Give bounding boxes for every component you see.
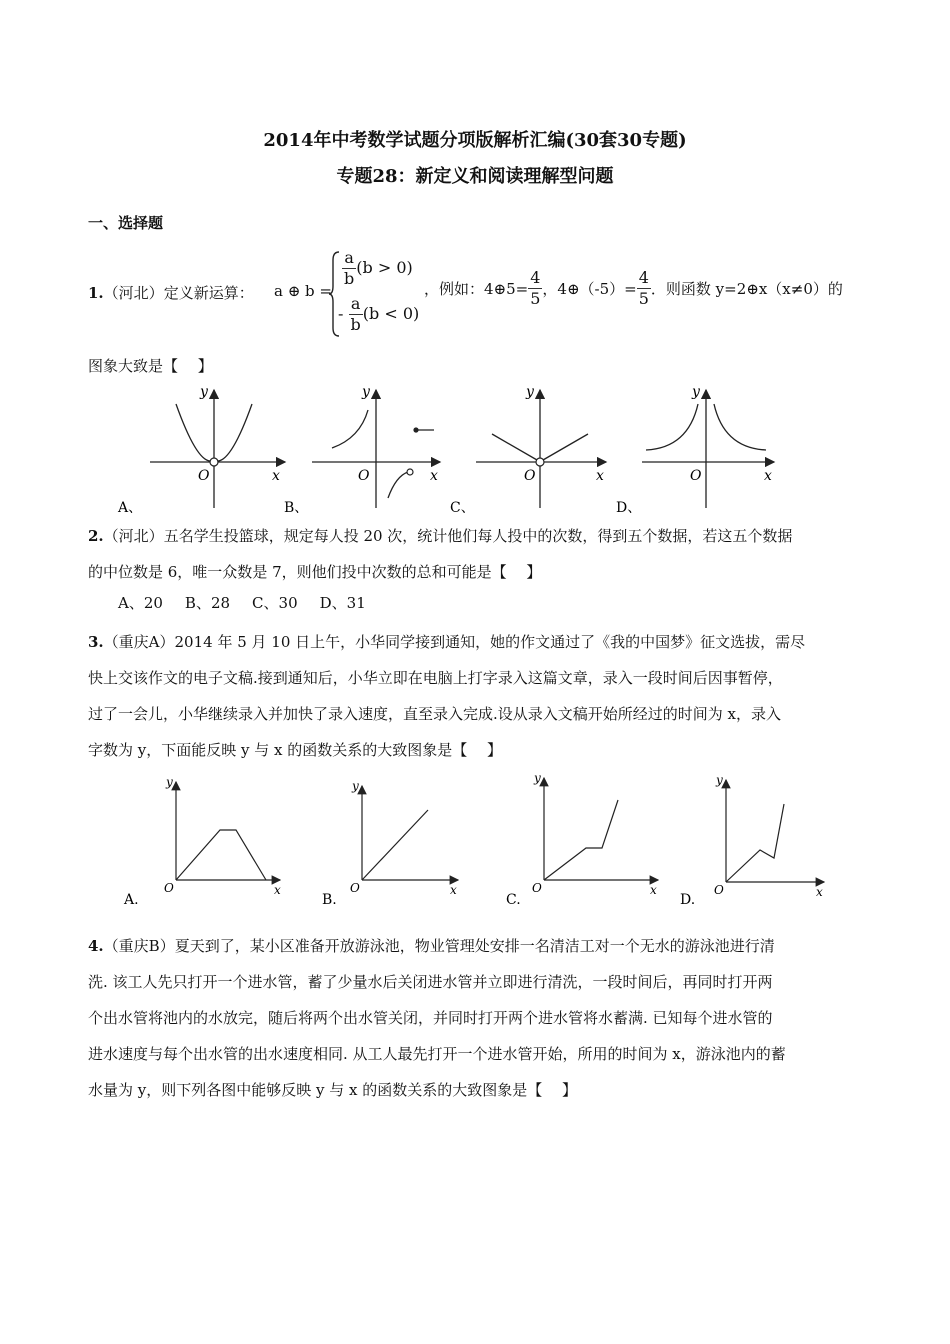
piecewise-case-1: $\frac{a}{b}$ (b > 0) <box>344 248 413 288</box>
option-label-b: B、 <box>284 500 309 516</box>
axis-y-label: y <box>362 384 370 400</box>
svg-text:y: y <box>716 773 723 787</box>
question-1-line2: 图象大致是【 】 <box>88 357 213 375</box>
option-label-b: B. <box>322 892 337 908</box>
question-text: 定义新运算： <box>163 284 254 302</box>
graph-option-d <box>616 384 774 516</box>
question-text: 2014 年 5 月 10 日上午，小华同学接到通知，她的作文通过了《我的中国梦》征文选拔，需尽 <box>174 633 806 651</box>
option-label-d: D. <box>680 892 696 908</box>
option-label-a: A. <box>124 892 139 908</box>
svg-text:y: y <box>534 771 541 785</box>
svg-text:O: O <box>350 881 360 895</box>
svg-text:y: y <box>352 779 359 793</box>
axis-x-label: x <box>430 468 438 484</box>
origin-label: O <box>524 468 536 484</box>
svg-text:O: O <box>714 883 724 897</box>
question-3-graphs <box>112 770 842 912</box>
question-4: 4.（重庆B）夏天到了，某小区准备开放游泳池，物业管理处安排一名清洁工对一个无水的游泳池进行清 洗. 该工人先只打开一个进水管，蓄了少量水后关闭进水管并立即进行清洗，一段时间后，再同时打开两 个出水管将池内的水放完，随后将两个出水管关闭，并同时打开两个进水管将水蓄满. 已知每个进水管的 进水速度与每个出水管的出水速度相同. 从工人最先打开一个进水管开始，所用的时间为 x，游泳池内的蓄 水量为 y，则下列各图中能够反映 y 与 x 的函数关系的大致图象是【 】 <box>88 937 786 1099</box>
question-3: 3.（重庆A）2014 年 5 月 10 日上午，小华同学接到通知，她的作文通过了《我的中国梦》征文选拔，需尽 快上交该作文的电子文稿.接到通知后，小华立即在电脑上打字录入这篇文章，录入一段时间后因事暂停， 过了一会儿，小华继续录入并加快了录入速度，直至录入完成.设从录入文稿开始所经过的时间为 x，录入 字数为 y，下面能反映 y 与 x 的函数关系的大致图象是【 】 <box>88 633 806 759</box>
question-source: （重庆A） <box>103 633 175 651</box>
axis-x-label: x <box>272 468 280 484</box>
svg-text:y: y <box>166 775 173 789</box>
svg-text:x: x <box>274 883 281 897</box>
option-label-d: D、 <box>616 500 642 516</box>
question-examples: ，例如：4⊕5= $\frac{4}{5}$ ，4⊕（-5）= $\frac{4}{5}$ ．则函数 y=2⊕x（x≠0）的 <box>424 268 843 308</box>
question-1 <box>88 246 888 342</box>
question-source: （河北） <box>103 527 164 545</box>
axis-y-label: y <box>526 384 534 400</box>
axis-x-label: x <box>764 468 772 484</box>
graph-option-a <box>123 775 281 908</box>
origin-label: O <box>358 468 370 484</box>
document-subtitle: 专题28：新定义和阅读理解型问题 <box>336 166 614 187</box>
question-source: （重庆B） <box>103 937 175 955</box>
formula-lhs: a ⊕ b = <box>274 282 332 300</box>
choice-c: C、30 <box>252 594 298 612</box>
svg-text:O: O <box>532 881 542 895</box>
graph-option-b <box>284 384 440 516</box>
piecewise-case-2: - $\frac{a}{b}$ (b < 0) <box>338 294 420 334</box>
choice-a: A、20 <box>118 594 163 612</box>
question-2 <box>88 518 868 590</box>
svg-text:O: O <box>164 881 174 895</box>
graph-option-d <box>680 773 824 908</box>
question-2-choices <box>118 592 388 613</box>
question-text: 五名学生投篮球，规定每人投 20 次，统计他们每人投中的次数，得到五个数据，若这五个数据 <box>163 527 793 545</box>
question-text: 夏天到了，某小区准备开放游泳池，物业管理处安排一名清洁工对一个无水的游泳池进行清 <box>174 937 775 955</box>
svg-text:x: x <box>650 883 657 897</box>
question-number: 3. <box>88 633 104 651</box>
option-label-c: C、 <box>450 500 475 516</box>
question-source: （河北） <box>103 284 164 302</box>
graph-option-b <box>322 779 458 908</box>
axis-y-label: y <box>692 384 700 400</box>
question-number: 4. <box>88 937 104 955</box>
document-title: 2014年中考数学试题分项版解析汇编(30套30专题) <box>263 130 687 151</box>
graph-option-a <box>117 384 285 516</box>
option-label-c: C. <box>506 892 521 908</box>
svg-text:x: x <box>816 885 823 899</box>
question-text-line2: 的中位数是 6，唯一众数是 7，则他们投中次数的总和可能是【 】 <box>88 563 542 581</box>
question-number: 2. <box>88 527 104 545</box>
axis-y-label: y <box>200 384 208 400</box>
svg-text:x: x <box>450 883 457 897</box>
axis-x-label: x <box>596 468 604 484</box>
choice-d: D、31 <box>319 594 366 612</box>
graph-option-c <box>450 384 606 516</box>
question-number: 1. <box>88 284 104 302</box>
option-label-a: A、 <box>118 500 143 516</box>
origin-label: O <box>198 468 210 484</box>
section-heading: 一、选择题 <box>88 214 164 232</box>
choice-b: B、28 <box>184 594 231 612</box>
origin-label: O <box>690 468 702 484</box>
graph-option-c <box>506 771 658 908</box>
question-1-graphs <box>110 384 810 516</box>
